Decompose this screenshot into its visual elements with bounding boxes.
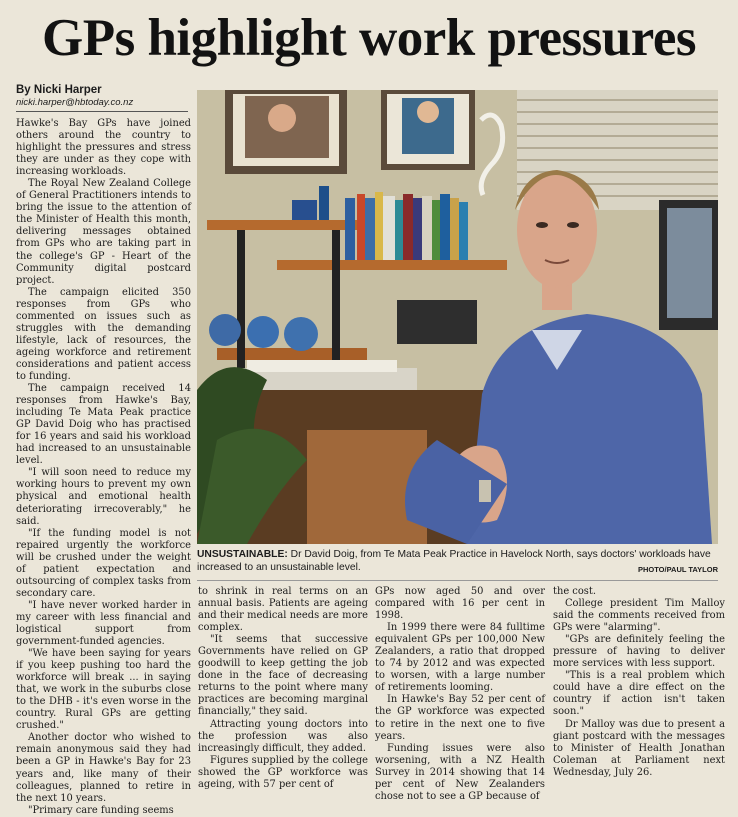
byline-name: By Nicki Harper — [16, 84, 102, 96]
paragraph: "I have never worked harder in my career with less financial and logistical support from government-funded agencies. — [16, 599, 191, 648]
caption-label: UNSUSTAINABLE: — [197, 549, 288, 560]
paragraph: Hawke's Bay GPs have joined others around the country to highlight the pressures and stress they are under as they cope with increasing workloads. — [16, 118, 191, 178]
byline-email: nicki.harper@hbtoday.co.nz — [16, 97, 134, 108]
paragraph: "This is a real problem which could have a dire effect on the country if action isn't taken soon." — [553, 670, 725, 718]
paragraph: Funding issues were also worsening, with a NZ Health Survey in 2014 showing that 14 per cent of New Zealanders chose not to see a GP because of — [375, 742, 545, 802]
paragraph: Dr Malloy was due to present a giant postcard with the messages to Minister of Health Jonathan Coleman at Parliament next Wednesday, July 26. — [553, 718, 725, 778]
article-column-3 — [375, 586, 545, 802]
paragraph: Figures supplied by the college showed the GP workforce was ageing, with 57 per cent of — [198, 754, 368, 790]
paragraph: In Hawke's Bay 52 per cent of the GP workforce was expected to retire in the next one to five years. — [375, 694, 545, 742]
paragraph: The campaign received 14 responses from Hawke's Bay, including Te Mata Peak practice GP David Doig who has practised for 16 years and said his workload had increased to an unsustainable level. — [16, 383, 191, 467]
paragraph: College president Tim Malloy said the comments received from GPs were "alarming". — [553, 598, 725, 634]
paragraph: Attracting young doctors into the profession was also increasingly difficult, they added. — [198, 718, 368, 754]
paragraph: "I will soon need to reduce my working hours to prevent my own physical and emotional health deteriorating irrecoverably," he said. — [16, 467, 191, 527]
caption-text: Dr David Doig, from Te Mata Peak Practice in Havelock North, says doctors' workloads have increased to an unsustainable level. — [197, 549, 711, 573]
paragraph: "We have been saying for years if you keep pushing too hard the workforce will break ... in saying that, we work in the suburbs close to the DHB - it's even worse in the country. Rural GPs are getting crushed." — [16, 648, 191, 732]
caption-divider — [197, 580, 718, 581]
byline-divider — [16, 111, 188, 112]
paragraph: "Primary care funding seems — [28, 804, 174, 816]
paragraph: In 1999 there were 84 fulltime equivalent GPs per 100,000 New Zealanders, a ratio that dropped to 74 by 2012 and was expected to worsen, with a large number of retirements looming. — [375, 622, 545, 694]
photo-credit: PHOTO/PAUL TAYLOR — [637, 565, 718, 574]
paragraph: to shrink in real terms on an annual basis. Patients are ageing and their medical needs are more complex. — [198, 586, 368, 634]
paragraph: The campaign elicited 350 responses from GPs who commented on issues such as struggles with the demanding lifestyle, lack of resources, the ageing workforce and retirement considerations and patient access to funding. — [16, 286, 191, 382]
article-column-4 — [553, 586, 725, 798]
headline: GPs highlight work pressures — [41, 9, 696, 67]
paragraph: "If the funding model is not repaired urgently the workforce will be crushed under the weight of patient expectation and outsourcing of complex tasks from secondary care. — [16, 527, 191, 599]
paragraph: The Royal New Zealand College of General Practitioners intends to bring the issue to the attention of the Minister of Health this month, delivering messages obtained from GPs who are taking part in the college's GP - Heart of the Community digital postcard project. — [16, 178, 191, 286]
paragraph: "GPs are definitely feeling the pressure of having to deliver more services with less support. — [553, 634, 725, 670]
photo-doctor-in-office — [197, 90, 718, 544]
paragraph: Another doctor who wished to remain anonymous said they had been a GP in Hawke's Bay for 23 years and, like many of their colleagues, planned to retire in the next 10 years. — [16, 732, 191, 804]
paragraph: the cost. — [553, 586, 596, 597]
article-column-1 — [16, 118, 191, 816]
article-column-2 — [198, 586, 368, 798]
paragraph: "It seems that successive Governments have relied on GP goodwill to keep getting the job done in the face of decreasing returns to the point where many practices are becoming marginal financially," they said. — [198, 634, 368, 718]
paragraph: GPs now aged 50 and over compared with 16 per cent in 1998. — [375, 586, 545, 622]
photo — [197, 90, 718, 544]
